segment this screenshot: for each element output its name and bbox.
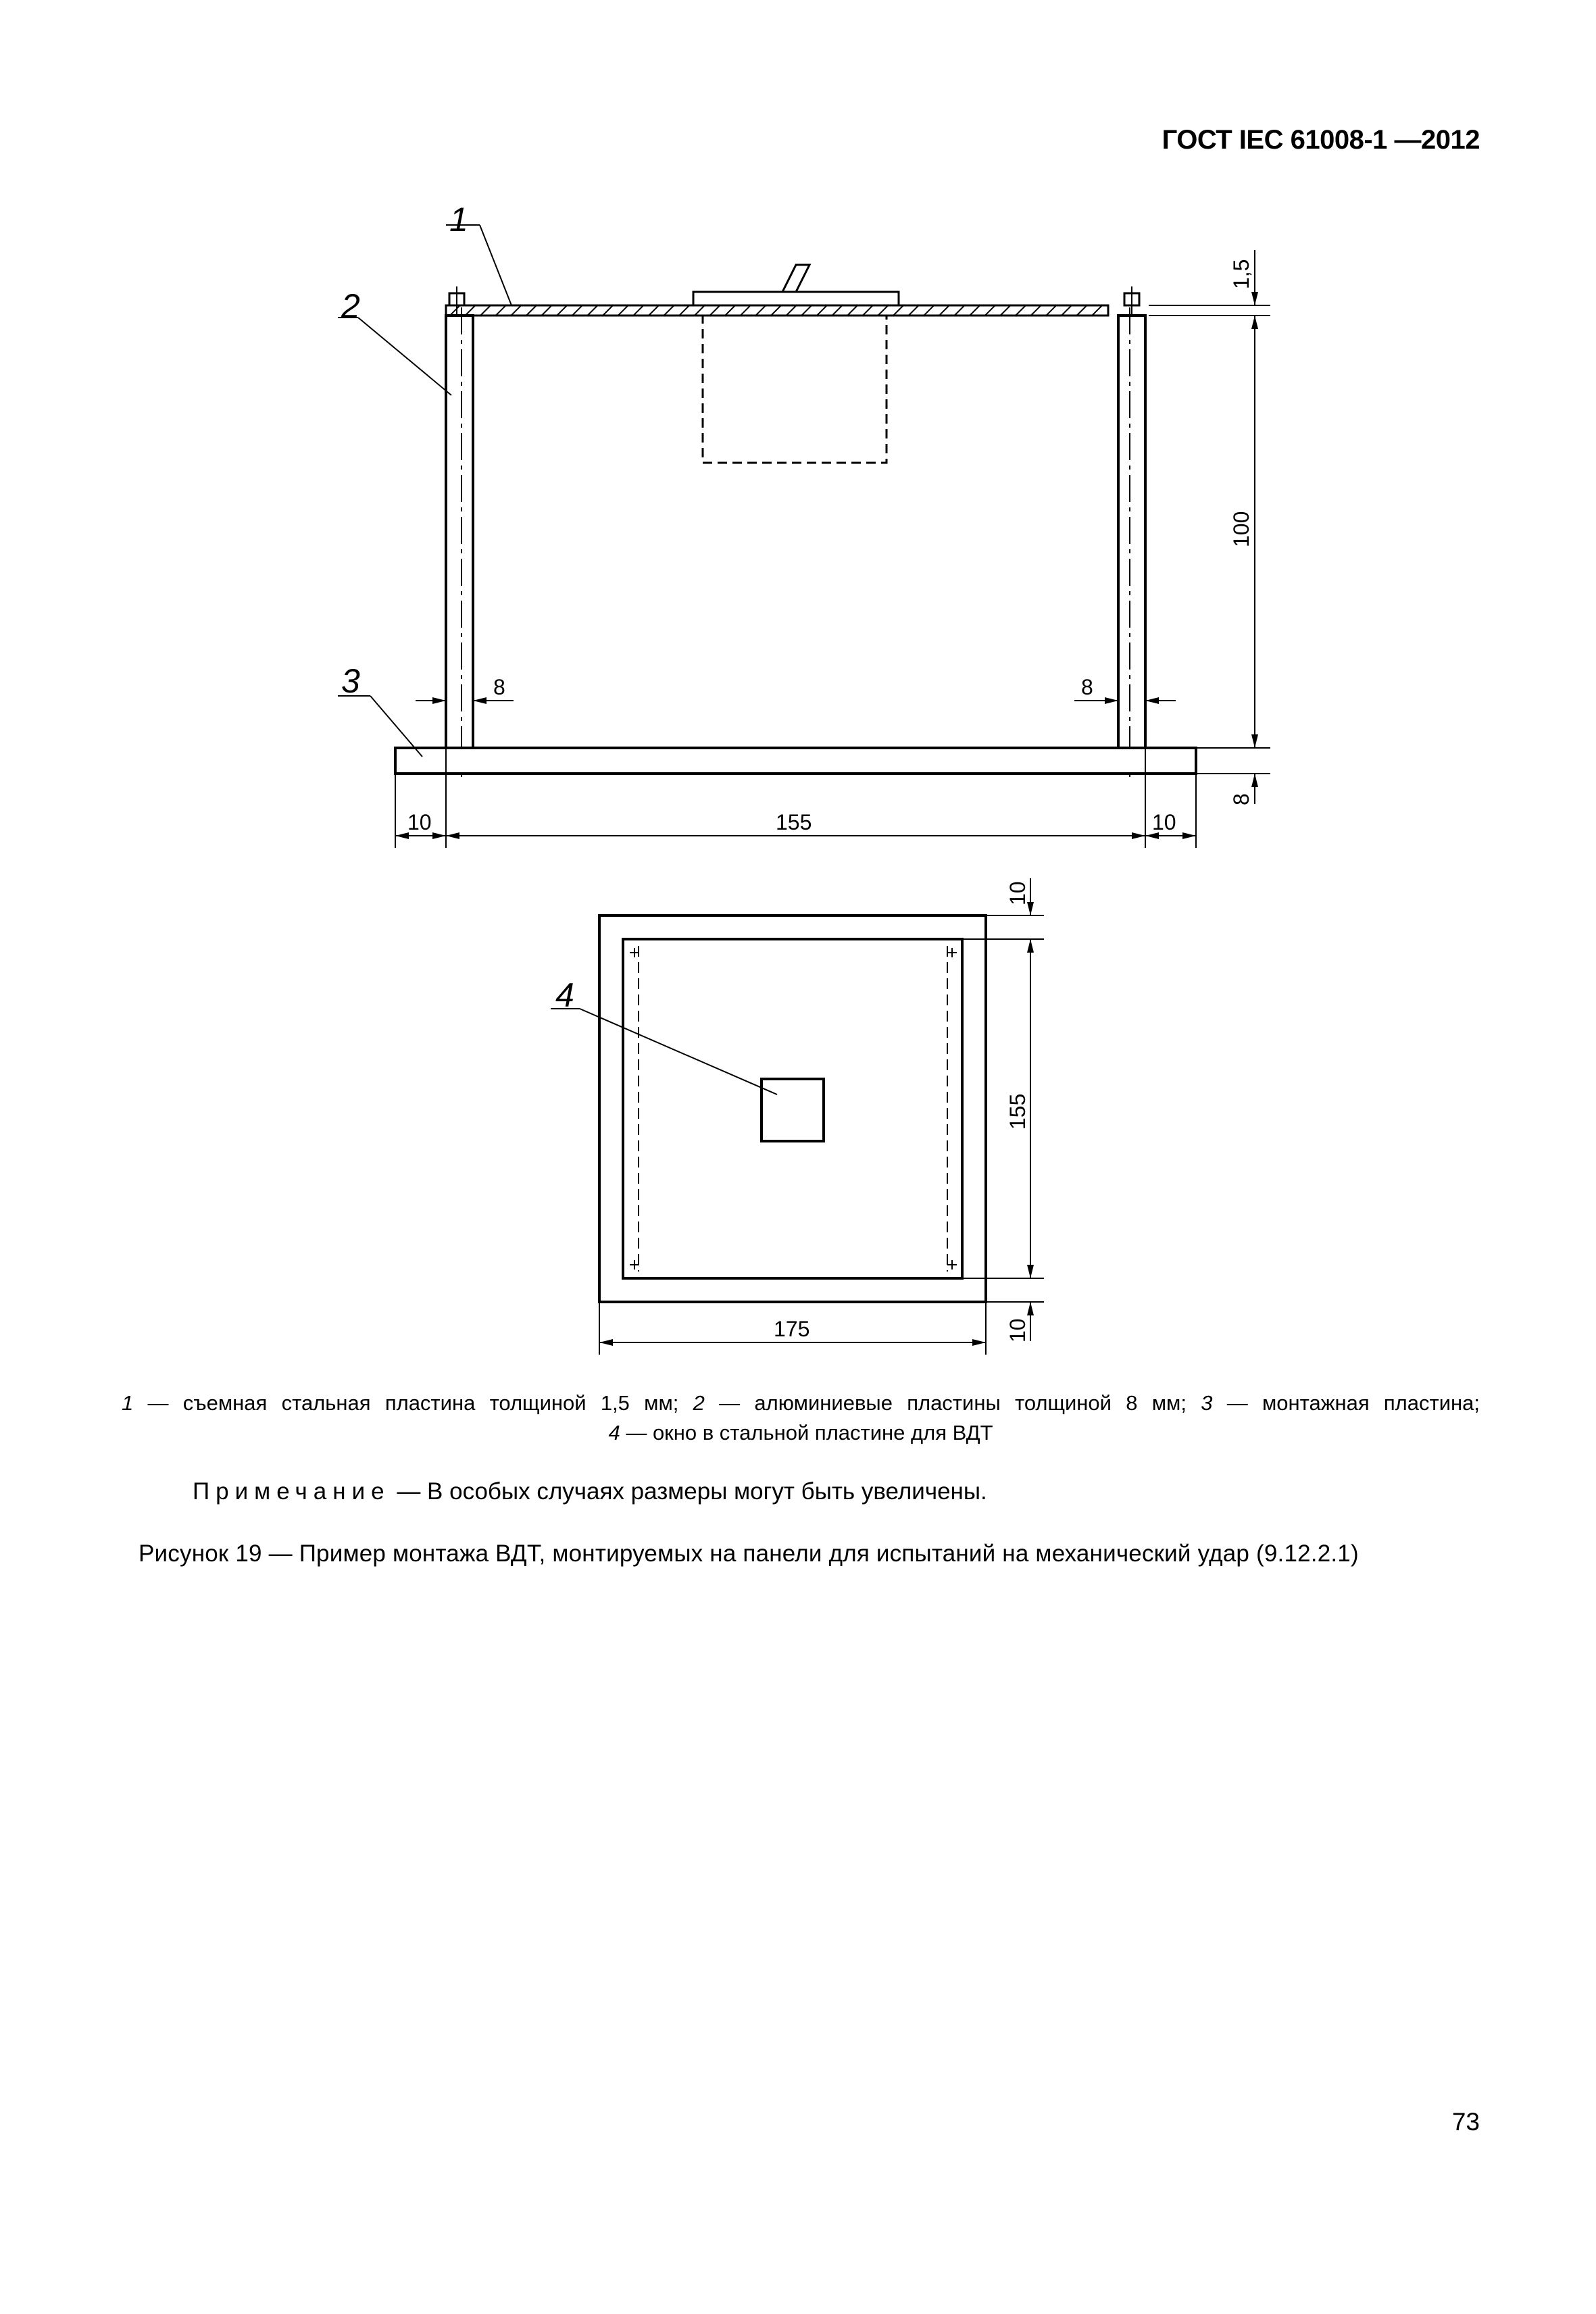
- top-plate-handle: [782, 265, 809, 292]
- mounting-plate: [395, 748, 1196, 774]
- callout-1: 1: [449, 201, 468, 238]
- plan-inner-frame: [623, 939, 962, 1278]
- note-label: Примечание: [193, 1478, 391, 1505]
- dim-height: 100: [1229, 511, 1253, 547]
- right-aluminium-wall: [1118, 316, 1145, 748]
- plan-dim-height: 155: [1005, 1093, 1030, 1130]
- top-plate-boss: [693, 292, 899, 305]
- dim-wall-right: 8: [1081, 675, 1093, 699]
- rcd-outline-dashed: [703, 316, 887, 463]
- note-text: — В особых случаях размеры могут быть увеличены.: [390, 1478, 987, 1505]
- figure-legend: [122, 1388, 1480, 1448]
- dim-right-margin: 10: [1152, 810, 1176, 834]
- callout-2: 2: [341, 287, 360, 325]
- document-header: ГОСТ IEC 61008-1 —2012: [1162, 125, 1480, 155]
- legend-text-4: — окно в стальной пластине для ВДТ: [620, 1421, 993, 1444]
- legend-num-4: 4: [608, 1421, 620, 1444]
- legend-text-3: — монтажная пластина;: [1212, 1391, 1480, 1415]
- side-view: [338, 225, 1270, 848]
- legend-line-1: [122, 1388, 1480, 1418]
- page-number: 73: [1451, 2108, 1480, 2136]
- plan-dim-top-margin: 10: [1005, 881, 1030, 905]
- dim-left-margin: 10: [407, 810, 432, 834]
- dim-top-plate: 1,5: [1229, 259, 1253, 289]
- plan-dim-width: 175: [774, 1317, 810, 1341]
- plan-dim-bottom-margin: 10: [1005, 1318, 1030, 1342]
- note: [193, 1478, 987, 1505]
- legend-text-2: — алюминиевые пластины толщиной 8 мм;: [704, 1391, 1201, 1415]
- legend-num-3: 3: [1201, 1391, 1213, 1415]
- legend-num-1: 1: [122, 1391, 134, 1415]
- dim-wall-left: 8: [493, 675, 505, 699]
- legend-line-2: [122, 1418, 1480, 1448]
- dim-base: 8: [1229, 793, 1253, 805]
- top-steel-plate: [446, 305, 1108, 316]
- rcd-window: [762, 1079, 824, 1141]
- plan-outer-frame: [599, 915, 986, 1302]
- plan-view: [551, 878, 1044, 1355]
- callout-3: 3: [341, 662, 360, 700]
- legend-num-2: 2: [693, 1391, 705, 1415]
- legend-text-1: — съемная стальная пластина толщиной 1,5 мм;: [133, 1391, 693, 1415]
- dim-width: 155: [776, 810, 812, 834]
- figure-caption: Рисунок 19 — Пример монтажа ВДТ, монтируемых на панели для испытаний на механический удар (9.12.2.1): [139, 1540, 1359, 1567]
- callout-4: 4: [555, 976, 574, 1014]
- left-aluminium-wall: [446, 316, 473, 748]
